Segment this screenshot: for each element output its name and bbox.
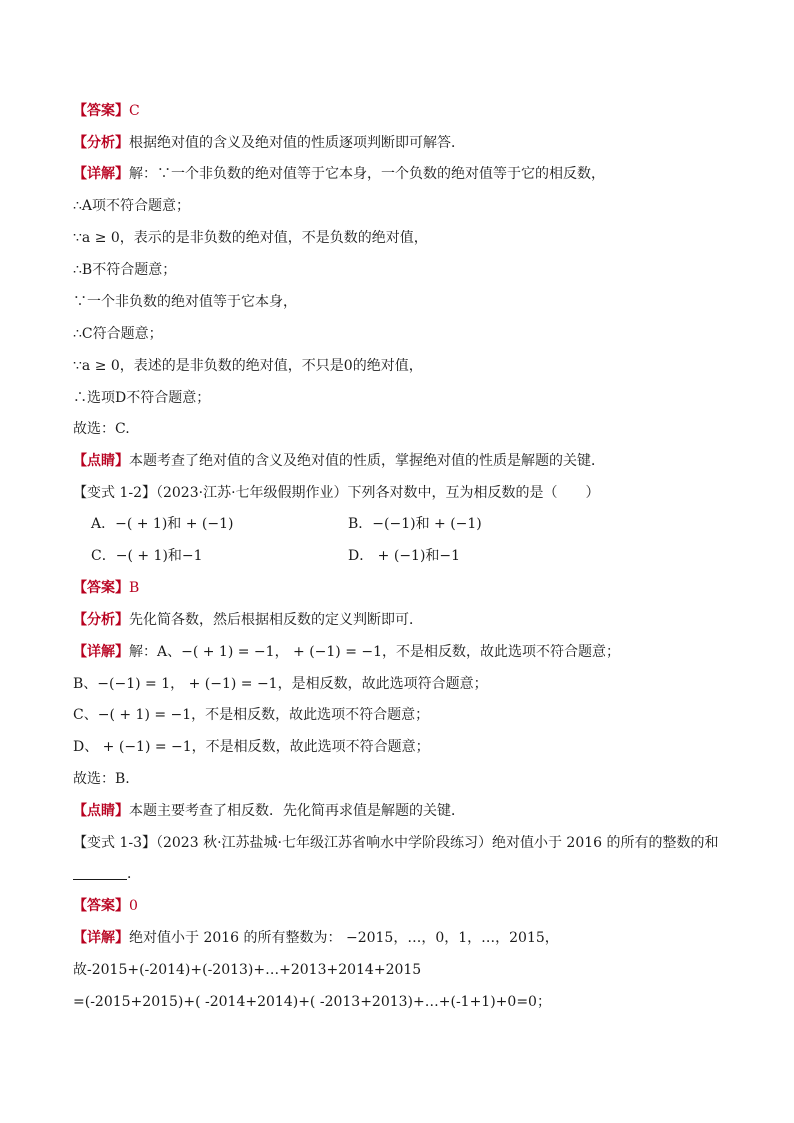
detail-line-2-4: 故选：B. xyxy=(73,771,130,787)
answer-blank-line xyxy=(73,864,141,884)
detail-tag: 【详解】 xyxy=(73,644,129,660)
option-c: C．−( + 1)和−1 xyxy=(91,548,203,564)
comment-tag: 【点睛】 xyxy=(73,803,129,819)
detail-line-3-0 xyxy=(73,928,559,948)
comment-tag: 【点睛】 xyxy=(73,453,129,469)
detail-line-2-0 xyxy=(73,642,620,662)
option-a: A．−( + 1)和 + (−1) xyxy=(91,516,234,532)
option-d: D． + (−1)和−1 xyxy=(348,548,461,564)
comment-line-2 xyxy=(73,801,465,821)
answer-tag: 【答案】 xyxy=(73,580,129,596)
analysis-text: 根据绝对值的含义及绝对值的性质逐项判断即可解答． xyxy=(129,135,465,151)
comment-line-1 xyxy=(73,451,605,471)
detail-tag: 【详解】 xyxy=(73,166,129,182)
detail-line-1-8: 故选：C. xyxy=(73,421,130,437)
detail-text: 解：∵一个非负数的绝对值等于它本身，一个负数的绝对值等于它的相反数， xyxy=(129,166,605,182)
question-title-1-2: 【变式 1-2】（2023·江苏·七年级假期作业）下列各对数中，互为相反数的是（ ） xyxy=(73,485,600,501)
analysis-text: 先化简各数，然后根据相反数的定义判断即可． xyxy=(129,612,423,628)
detail-text: 绝对值小于 2016 的所有整数为： −2015，…，0，1，…，2015， xyxy=(129,930,559,946)
detail-line-1-5: ∴C符合题意； xyxy=(73,326,163,342)
answer-value: 0 xyxy=(129,898,138,914)
detail-line-1-0 xyxy=(73,164,605,184)
comment-text: 本题主要考查了相反数．先化简再求值是解题的关键． xyxy=(129,803,465,819)
title-end: ． xyxy=(127,866,141,882)
detail-text: 解：A、−( + 1) = −1， + (−1) = −1，不是相反数，故此选项不符合题意； xyxy=(129,644,621,660)
detail-line-2-3: D、 + (−1) = −1，不是相反数，故此选项不符合题意； xyxy=(73,739,430,755)
detail-line-2-2: C、−( + 1) = −1，不是相反数，故此选项不符合题意； xyxy=(73,707,430,723)
analysis-line-2 xyxy=(73,610,423,630)
analysis-line-1 xyxy=(73,133,465,153)
answer-value: C xyxy=(129,103,140,119)
answer-line-2 xyxy=(73,578,139,598)
answer-value: B xyxy=(129,580,140,596)
detail-line-1-6: ∵a ≥ 0，表述的是非负数的绝对值，不只是0的绝对值， xyxy=(73,358,423,374)
detail-line-3-2: =(-2015+2015)+( -2014+2014)+( -2013+2013)+…+(-1+1)+0=0； xyxy=(73,994,551,1010)
analysis-tag: 【分析】 xyxy=(73,135,129,151)
detail-line-1-4: ∵一个非负数的绝对值等于它本身， xyxy=(73,294,297,310)
detail-line-1-7: ∴选项D不符合题意； xyxy=(73,390,211,406)
question-title-1-3: 【变式 1-3】（2023 秋·江苏盐城·七年级江苏省响水中学阶段练习）绝对值小于 2016 的所有的整数的和 xyxy=(73,835,719,851)
detail-line-1-2: ∵a ≥ 0，表示的是非负数的绝对值，不是负数的绝对值， xyxy=(73,230,428,246)
analysis-tag: 【分析】 xyxy=(73,612,129,628)
comment-text: 本题考查了绝对值的含义及绝对值的性质，掌握绝对值的性质是解题的关键． xyxy=(129,453,605,469)
option-b: B．−(−1)和 + (−1) xyxy=(348,516,482,532)
detail-line-2-1: B、−(−1) = 1， + (−1) = −1，是相反数，故此选项符合题意； xyxy=(73,676,488,692)
answer-tag: 【答案】 xyxy=(73,103,129,119)
detail-tag: 【详解】 xyxy=(73,930,129,946)
answer-tag: 【答案】 xyxy=(73,898,129,914)
answer-line-1 xyxy=(73,101,140,121)
detail-line-1-1: ∴A项不符合题意； xyxy=(73,198,191,214)
answer-blank xyxy=(73,865,127,880)
detail-line-3-1: 故-2015+(-2014)+(-2013)+…+2013+2014+2015 xyxy=(73,962,422,978)
detail-line-1-3: ∴B不符合题意； xyxy=(73,262,177,278)
answer-line-3 xyxy=(73,896,138,916)
